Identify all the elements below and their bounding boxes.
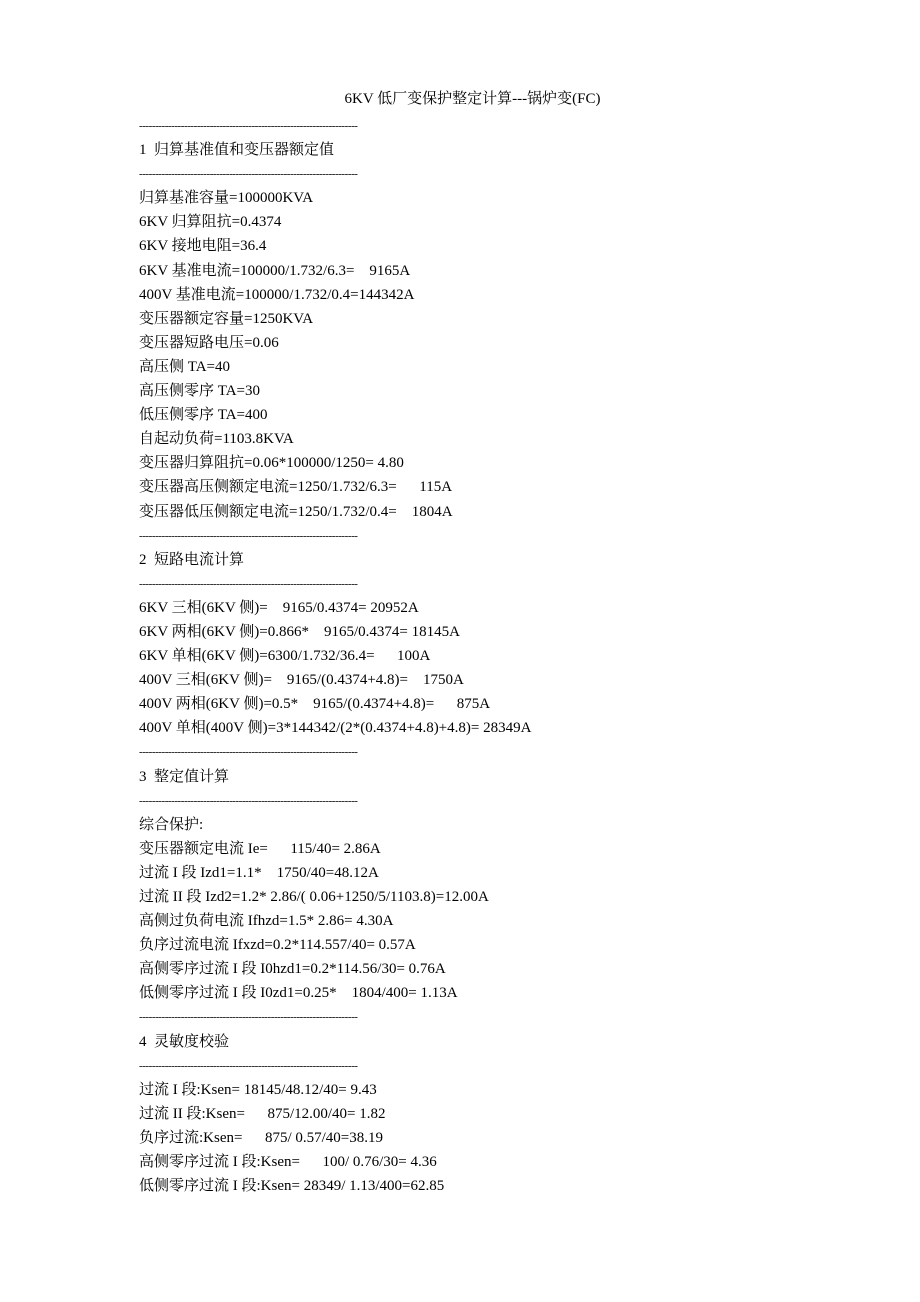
section-2-line: 400V 单相(400V 侧)=3*144342/(2*(0.4374+4.8)+4.8)= 28349A bbox=[139, 720, 532, 737]
section-1-line: 变压器归算阻抗=0.06*100000/1250= 4.80 bbox=[139, 455, 404, 472]
separator-line: -------------------------------------------------------------------- bbox=[139, 1059, 358, 1072]
document-title: 6KV 低厂变保护整定计算---锅炉变(FC) bbox=[344, 91, 601, 107]
section-3-line: 负序过流电流 Ifxzd=0.2*114.557/40= 0.57A bbox=[139, 937, 416, 954]
section-1-line: 变压器高压侧额定电流=1250/1.732/6.3= 115A bbox=[139, 479, 453, 496]
section-1-line: 6KV 接地电阻=36.4 bbox=[139, 238, 267, 255]
separator-line: -------------------------------------------------------------------- bbox=[139, 529, 358, 542]
section-3-line: 高侧过负荷电流 Ifhzd=1.5* 2.86= 4.30A bbox=[139, 913, 394, 930]
section-4-line: 过流 II 段:Ksen= 875/12.00/40= 1.82 bbox=[139, 1105, 386, 1122]
section-2-line: 6KV 三相(6KV 侧)= 9165/0.4374= 20952A bbox=[139, 599, 419, 616]
section-1-line: 归算基准容量=100000KVA bbox=[139, 190, 314, 207]
separator-line: -------------------------------------------------------------------- bbox=[139, 120, 358, 132]
section-3-line: 低侧零序过流 I 段 I0zd1=0.25* 1804/400= 1.13A bbox=[139, 985, 458, 1002]
section-1-line: 低压侧零序 TA=400 bbox=[139, 407, 268, 424]
section-1-line: 6KV 归算阻抗=0.4374 bbox=[139, 214, 282, 231]
section-2-line: 6KV 两相(6KV 侧)=0.866* 9165/0.4374= 18145A bbox=[139, 623, 460, 640]
separator-line: -------------------------------------------------------------------- bbox=[139, 794, 358, 807]
section-heading-1: 1 归算基准值和变压器额定值 bbox=[139, 142, 335, 159]
section-1-line: 变压器短路电压=0.06 bbox=[139, 334, 279, 351]
section-1-line: 400V 基准电流=100000/1.732/0.4=144342A bbox=[139, 286, 415, 303]
section-3-line: 高侧零序过流 I 段 I0hzd1=0.2*114.56/30= 0.76A bbox=[139, 961, 446, 978]
section-4-line: 负序过流:Ksen= 875/ 0.57/40=38.19 bbox=[139, 1129, 383, 1146]
section-3-line: 综合保护: bbox=[139, 816, 204, 833]
separator-line: -------------------------------------------------------------------- bbox=[139, 746, 358, 759]
section-3-line: 过流 II 段 Izd2=1.2* 2.86/( 0.06+1250/5/1103.8)=12.00A bbox=[139, 889, 489, 905]
section-4-line: 低侧零序过流 I 段:Ksen= 28349/ 1.13/400=62.85 bbox=[139, 1178, 445, 1195]
section-2-line: 400V 三相(6KV 侧)= 9165/(0.4374+4.8)= 1750A bbox=[139, 672, 464, 689]
document-body bbox=[139, 114, 899, 1198]
section-heading-3: 3 整定值计算 bbox=[139, 768, 230, 785]
separator-line: -------------------------------------------------------------------- bbox=[139, 168, 358, 181]
section-4-line: 过流 I 段:Ksen= 18145/48.12/40= 9.43 bbox=[139, 1081, 377, 1098]
separator-line: -------------------------------------------------------------------- bbox=[139, 577, 358, 590]
section-1-line: 自起动负荷=1103.8KVA bbox=[139, 431, 294, 448]
section-heading-2: 2 短路电流计算 bbox=[139, 551, 245, 568]
section-2-line: 400V 两相(6KV 侧)=0.5* 9165/(0.4374+4.8)= 875A bbox=[139, 696, 491, 713]
separator-line: -------------------------------------------------------------------- bbox=[139, 1011, 358, 1024]
section-4-line: 高侧零序过流 I 段:Ksen= 100/ 0.76/30= 4.36 bbox=[139, 1154, 437, 1171]
section-1-line: 6KV 基准电流=100000/1.732/6.3= 9165A bbox=[139, 262, 411, 279]
section-1-line: 高压侧零序 TA=30 bbox=[139, 383, 261, 400]
section-3-line: 变压器额定电流 Ie= 115/40= 2.86A bbox=[139, 840, 381, 857]
section-1-line: 高压侧 TA=40 bbox=[139, 358, 231, 375]
section-3-line: 过流 I 段 Izd1=1.1* 1750/40=48.12A bbox=[139, 864, 379, 881]
section-1-line: 变压器额定容量=1250KVA bbox=[139, 310, 314, 327]
section-1-line: 变压器低压侧额定电流=1250/1.732/0.4= 1804A bbox=[139, 503, 453, 520]
section-heading-4: 4 灵敏度校验 bbox=[139, 1033, 230, 1050]
section-2-line: 6KV 单相(6KV 侧)=6300/1.732/36.4= 100A bbox=[139, 648, 431, 665]
